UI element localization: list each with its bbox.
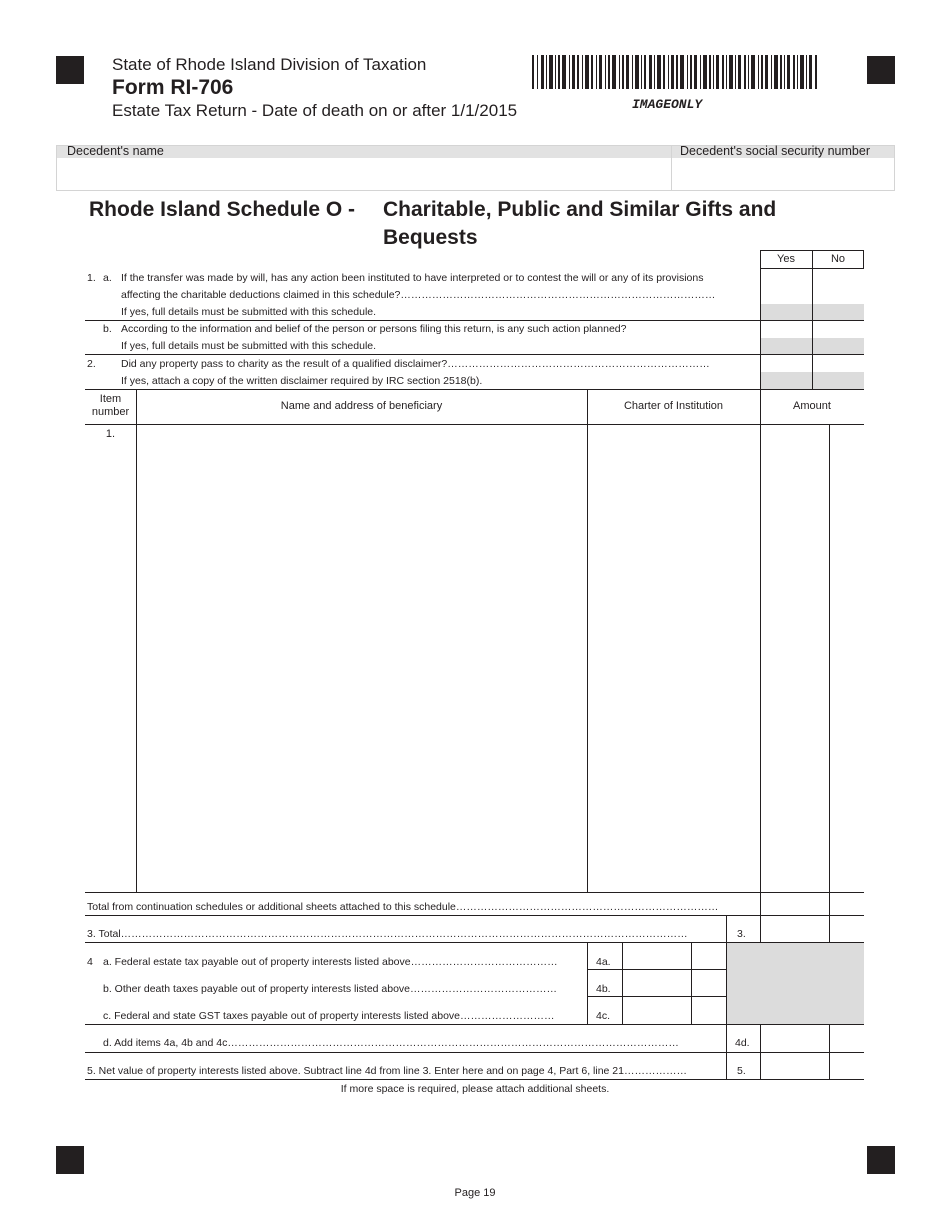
q1a-bottom-line	[85, 320, 864, 321]
registration-mark-bottom-left	[56, 1146, 84, 1174]
decedent-id-band	[56, 145, 895, 191]
q2-text-line2: If yes, attach a copy of the written disclaimer required by IRC section 2518(b).	[121, 375, 483, 387]
id-band-divider	[671, 146, 672, 190]
line3-label-divider	[726, 915, 727, 943]
line4-number: 4	[87, 956, 93, 968]
q1b-bottom-line	[85, 354, 864, 355]
continuation-total-field[interactable]	[761, 893, 828, 914]
line4-shaded-area	[727, 943, 864, 1024]
q1a-yes-box[interactable]	[761, 269, 812, 303]
line4c-field[interactable]	[623, 997, 726, 1023]
line4d-text: d. Add items 4a, 4b and 4c…………………………………………………………………………………………………………………	[103, 1037, 679, 1049]
line4-box-right	[726, 942, 727, 1079]
schedule-title-left: Rhode Island Schedule O -	[89, 198, 356, 221]
decedent-ssn-label: Decedent's social security number	[680, 144, 870, 158]
continuation-total-text: Total from continuation schedules or additional sheets attached to this schedule…………………………………………………………………	[87, 901, 719, 913]
amount-entry-area[interactable]	[761, 425, 828, 891]
q2-yes-box[interactable]	[761, 355, 812, 371]
line5-bottom-line	[85, 1079, 864, 1080]
line4b-text: b. Other death taxes payable out of property interests listed above……………………………………	[103, 983, 558, 995]
q1b-no-box[interactable]	[813, 321, 863, 337]
form-number: Form RI-706	[112, 76, 234, 99]
line4c-text: c. Federal and state GST taxes payable out of property interests listed above………………………	[103, 1010, 555, 1022]
schedule-title-right-line2: Bequests	[383, 226, 478, 249]
q1a-text-line1: If the transfer was made by will, has any action been instituted to have interpreted or to contest the will or any of its provisions	[121, 272, 704, 284]
schedule-title-right-line1: Charitable, Public and Similar Gifts and	[383, 198, 777, 221]
q1b-text-line2: If yes, full details must be submitted with this schedule.	[121, 340, 377, 352]
charter-header: Charter of Institution	[623, 400, 724, 412]
no-header: No	[830, 253, 846, 265]
decedent-name-field[interactable]	[63, 160, 663, 188]
q2-text-line1: Did any property pass to charity as the result of a qualified disclaimer?…………………………………………………………………	[121, 358, 710, 370]
line4d-top-line	[85, 1024, 864, 1025]
line4d-bottom-line	[85, 1052, 864, 1053]
q1a-text-line2: affecting the charitable deductions claimed in this schedule?………………………………………………………………………………	[121, 289, 716, 301]
q1a-letter: a.	[103, 272, 112, 284]
registration-mark-top-right	[867, 56, 895, 84]
decedent-ssn-field[interactable]	[677, 160, 891, 188]
line4-box-left	[587, 942, 588, 1024]
line3-total-field[interactable]	[761, 916, 828, 942]
beneficiary-header: Name and address of beneficiary	[280, 400, 443, 412]
line5-label: 5.	[737, 1065, 746, 1077]
q1a-no-box[interactable]	[813, 269, 863, 303]
q1b-letter: b.	[103, 323, 112, 335]
agency-name: State of Rhode Island Division of Taxation	[112, 55, 427, 74]
line3-top-line	[85, 915, 864, 916]
page-number: Page 19	[454, 1187, 496, 1199]
form-subtitle: Estate Tax Return - Date of death on or after 1/1/2015	[112, 101, 518, 120]
line4a-field[interactable]	[623, 943, 726, 969]
amount-header: Amount	[793, 400, 831, 412]
q1b-yes-box[interactable]	[761, 321, 812, 337]
q2-no-box[interactable]	[813, 355, 863, 371]
registration-mark-bottom-right	[867, 1146, 895, 1174]
q2-number: 2.	[87, 358, 96, 370]
line4c-label: 4c.	[596, 1010, 611, 1022]
q1-number: 1.	[87, 272, 96, 284]
item-number-header	[85, 393, 136, 419]
table-top-line	[85, 389, 864, 390]
line5-text: 5. Net value of property interests listed above. Subtract line 4d from line 3. Enter here and on page 4, Part 6, line 21………………	[87, 1065, 687, 1077]
registration-mark-top-left	[56, 56, 84, 84]
line3-text: 3. Total………………………………………………………………………………………………………………………………………………	[87, 928, 688, 940]
line4a-text: a. Federal estate tax payable out of property interests listed above……………………………………	[103, 956, 558, 968]
decedent-name-label: Decedent's name	[67, 144, 164, 158]
yes-header: Yes	[777, 253, 795, 265]
charter-entry-area[interactable]	[588, 425, 759, 891]
barcode	[532, 55, 818, 89]
first-item-number: 1.	[105, 428, 116, 440]
q1a-text-line3: If yes, full details must be submitted with this schedule.	[121, 306, 377, 318]
line4b-label: 4b.	[596, 983, 611, 995]
line4d-label: 4d.	[735, 1037, 750, 1049]
line4d-field[interactable]	[761, 1025, 828, 1051]
line4b-field[interactable]	[623, 970, 726, 996]
line4a-label: 4a.	[596, 956, 611, 968]
item-header-line1: Item	[99, 393, 122, 405]
line3-label: 3.	[737, 928, 746, 940]
line5-field[interactable]	[761, 1053, 828, 1079]
beneficiary-entry-area[interactable]	[137, 425, 586, 891]
image-only-label: IMAGEONLY	[632, 97, 703, 112]
q1b-text-line1: According to the information and belief of the person or persons filing this return, is any such action planned?	[121, 323, 627, 335]
item-header-line2: number	[91, 406, 130, 418]
additional-sheets-note: If more space is required, please attach additional sheets.	[340, 1083, 610, 1095]
continuation-top-line	[85, 892, 864, 893]
